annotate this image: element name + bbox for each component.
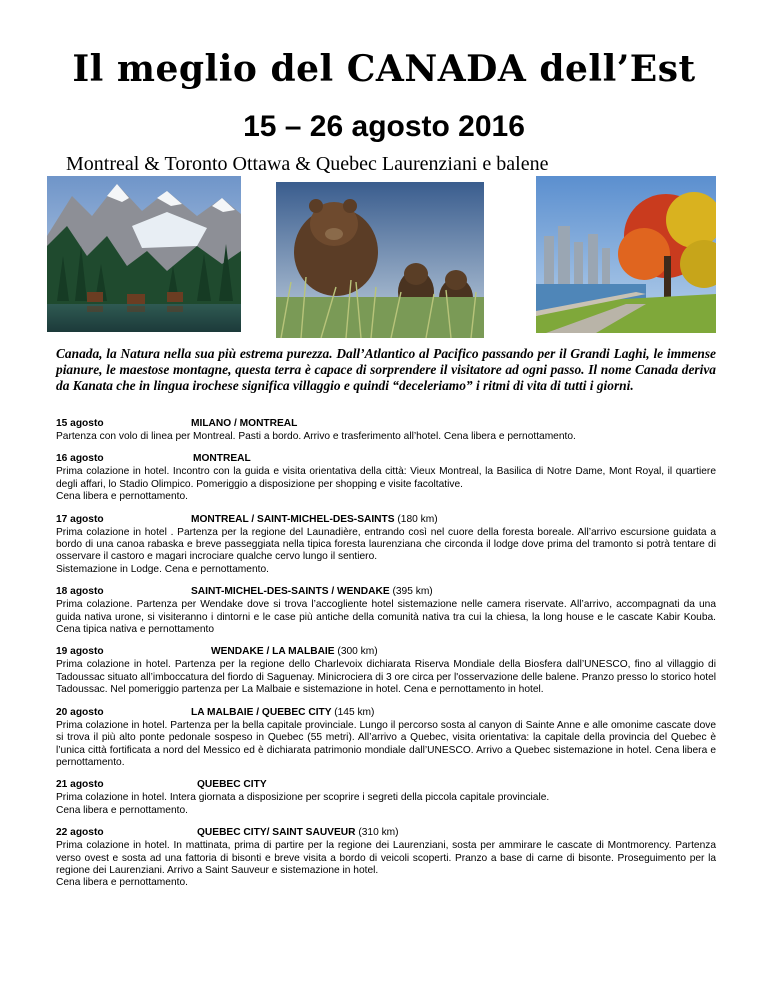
day-route: MONTREAL [193,453,251,465]
day-route: QUEBEC CITY [197,779,267,791]
day-description: Prima colazione in hotel. Intera giornata a disposizione per scoprire i segreti della piccola capitale provinciale. Cena libera e pernottamento. [56,792,550,816]
day-description: Prima colazione. Partenza per Wendake dove si trova l’accogliente hotel sistemazione nelle camera riservate. All’arrivo, accompagnati da una guida nativa urone, si visiteranno i dintorni e le case più antiche della comunità nativa tra cui la chiesa, la long house e le cascate Kabir Kouba. Cena tipica nativa e pernottamento [56,599,716,636]
itinerary-day [56,453,716,503]
day-route: MONTREAL / SAINT-MICHEL-DES-SAINTS (180 km) [191,513,438,525]
day-distance: (300 km) [337,646,378,658]
city-autumn-photo [536,176,716,333]
itinerary-day [56,827,716,890]
itinerary [56,418,716,900]
day-route: LA MALBAIE / QUEBEC CITY (145 km) [191,706,375,718]
itinerary-day [56,418,716,443]
day-route: QUEBEC CITY/ SAINT SAUVEUR (310 km) [197,827,399,839]
itinerary-day [56,779,716,817]
day-description: Partenza con volo di linea per Montreal. Pasti a bordo. Arrivo e trasferimento all’hotel. Cena libera e pernottamento. [56,431,576,442]
day-date: 19 agosto [56,646,104,658]
day-description: Prima colazione in hotel. Partenza per la regione dello Charlevoix dichiarata Riserva Mondiale della Biosfera dall’UNESCO, fino al villaggio di Tadoussac situato all’imboccatura del fiordo di Saguenay. Minicrociera di 3 ore circa per l'osservazione delle balene. Pranzo presso lo storico hotel Tadoussac. Nel pomeriggio partenza per La Malbaie e sistemazione in hotel. Cena e pernottamento in hotel. [56,659,716,696]
day-date: 18 agosto [56,586,104,598]
intro-paragraph: Canada, la Natura nella sua più estrema purezza. Dall’Atlantico al Pacifico passando per il Grandi Laghi, le immense pianure, le maestose montagne, questa terra è capace di sorprendere il visitatore ad ogni passo. Il nome Canada deriva da Kanata che in lingua irochese significa villaggio e quindi “deceleriamo” i ritmi di vita di tutti i giorni. [56,346,716,393]
itinerary-day [56,707,716,770]
bears-photo [276,182,484,338]
day-date: 21 agosto [56,779,104,791]
itinerary-day [56,646,716,696]
day-date: 22 agosto [56,827,104,839]
day-description: Prima colazione in hotel. Partenza per la bella capitale provinciale. Lungo il percorso sosta al canyon di Sainte Anne e alle omonime cascate dove si trova il più alto ponte pedonale sospeso in Quebec (55 metri). All’arrivo a Quebec, visita orientativa: la capitale della provincia del Quebec è l’unica città fortificata a nord del Messico ed è dichiarata patrimonio mondiale dall’UNESCO. Arrivo a Quebec sistemazione in hotel. Cena libera e pernottamento. [56,719,716,768]
day-distance: (180 km) [397,513,438,525]
day-distance: (395 km) [392,586,433,598]
page-title: Il meglio del CANADA dell’Est [72,48,696,90]
itinerary-day [56,514,716,577]
day-date: 15 agosto [56,418,104,429]
lake-mountains-photo [47,176,241,332]
trip-dates: 15 – 26 agosto 2016 [243,110,525,143]
day-route: WENDAKE / LA MALBAIE (300 km) [211,646,378,658]
day-description: Prima colazione in hotel . Partenza per la regione del Launadière, entrando così nel cuore della foresta boreale. All’arrivo escursione guidata a bordo di una canoa rabaska e breve passeggiata nella tipica foresta laurenziana che circonda il lodge dove prima del tramonto si potrà tentare di osservare il castoro e magari incrociare qualche cervo lungo il sentiero. Sistemazione in Lodge. Cena e pernottamento. [56,526,716,575]
day-distance: (145 km) [334,706,375,718]
day-route: SAINT-MICHEL-DES-SAINTS / WENDAKE (395 km) [191,586,433,598]
day-route: MILANO / MONTREAL [191,418,298,429]
day-description: Prima colazione in hotel. Incontro con la guida e visita orientativa della città: Vieux Montreal, la Basilica di Notre Dame, Mont Royal, il quartiere degli affari, lo Stadio Olimpico. Pomeriggio a disposizione per shopping e visite facoltative. Cena libera e pernottamento. [56,466,716,503]
itinerary-day [56,586,716,636]
day-date: 17 agosto [56,513,104,525]
trip-subtitle: Montreal & Toronto Ottawa & Quebec Laurenziani e balene [66,153,549,175]
day-distance: (310 km) [358,827,399,839]
day-date: 20 agosto [56,706,104,718]
day-date: 16 agosto [56,453,104,465]
day-description: Prima colazione in hotel. In mattinata, prima di partire per la regione dei Laurenziani, sosta per ammirare le cascate di Montmorency. Partenza verso ovest e sosta ad una fattoria di bisonti e breve visita a bordo di veicoli scoperti. Pranzo a base di carne di bisonte. Proseguimento per la regione dei Laurenziani. Arrivo a Saint Sauveur e sistemazione in hotel. Cena libera e pernottamento. [56,840,716,889]
